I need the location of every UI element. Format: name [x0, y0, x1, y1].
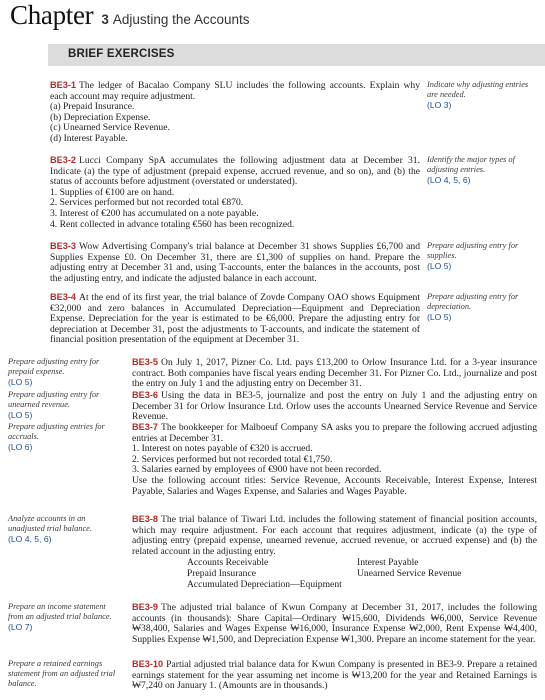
account-name: Prepaid Insurance	[187, 567, 256, 579]
chapter-number: 3	[101, 12, 109, 27]
exercise-text: At the end of its first year, the trial balance of Zovde Company OAO shows Equipment €32,000 and zero balances in Accumulated Depreciation—Equipment and Depreciation Expense. Depreciation for the year is estimated to be €6,000. Prepare the adjusting entry for depreciation at December 31, post the adjustments to T-accounts, and indicate the statement of financial position presentation of the equipment at December 31.	[50, 292, 420, 346]
margin-note-text: Prepare adjusting entries for accruals.	[8, 422, 105, 441]
margin-note-be3-6	[8, 390, 123, 421]
learning-objective: (LO 4, 5, 6)	[427, 175, 471, 185]
learning-objective: (LO 5)	[427, 312, 452, 322]
exercise-label: BE3-7	[132, 422, 159, 432]
exercise-label: BE3-10	[132, 659, 164, 669]
account-name: Accounts Receivable	[187, 557, 269, 569]
exercise-label: BE3-4	[50, 292, 77, 302]
exercise-text: The bookkeeper for Malboeuf Company SA asks you to prepare the following accrued adjusting entries at December 31.	[132, 422, 537, 444]
exercise-be3-3	[50, 241, 420, 284]
exercise-be3-1	[50, 80, 420, 145]
exercise-text: Partial adjusted trial balance data for Kwun Company is presented in BE3-9. Prepare a retained earnings statement for the year assuming net income is ₩13,200 for the year and Retained Earnings is ₩7,240 on January 1. (Amounts are in thousands.)	[132, 659, 537, 692]
exercise-label: BE3-5	[132, 357, 159, 367]
margin-note-text: Prepare adjusting entry for unearned revenue.	[8, 390, 100, 409]
margin-note-text: Prepare an income statement from an adjusted trial balance.	[8, 602, 112, 621]
learning-objective: (LO 5)	[427, 261, 452, 271]
exercise-text: The ledger of Bacalao Company SLU includes the following accounts. Explain why each account may require adjustment.	[50, 80, 420, 102]
margin-note-text: Prepare adjusting entry for supplies.	[427, 241, 519, 260]
exercise-text: On July 1, 2017, Pizner Co. Ltd. pays £13,200 to Orlow Insurance Ltd. for a 3-year insurance contract. Both companies have fiscal years ending December 31. For Pizner Co. Ltd., journalize and post the entry on July 1 and the adjusting entry on December 31.	[132, 357, 537, 390]
margin-note-text: Prepare adjusting entry for depreciation.	[427, 292, 519, 311]
account-name: Accumulated Depreciation—Equipment	[187, 578, 342, 590]
chapter-header	[10, 0, 249, 34]
learning-objective: (LO 6)	[8, 442, 33, 452]
list-item: 3. Interest of €200 has accumulated on a note payable.	[50, 207, 259, 219]
account-column-left	[132, 558, 342, 590]
exercise-text: Using the data in BE3-5, journalize and post the entry on July 1 and the adjusting entry on December 31 for Orlow Insurance Ltd. Orlow uses the accounts Unearned Service Revenue and Service Revenue.	[132, 390, 537, 423]
exercise-text: Lucci Company SpA accumulates the following adjustment data at December 31. Indicate (a) the type of adjustment (prepaid expense, accrued revenue, and so on), and (b) the status of accounts before adjustment (overstated or understated).	[50, 155, 420, 188]
exercise-label: BE3-6	[132, 390, 159, 400]
margin-note-be3-7	[8, 422, 123, 453]
account-list	[132, 558, 537, 590]
learning-objective: (LO 5)	[8, 410, 33, 420]
exercise-text: Use the following account titles: Service Revenue, Accounts Receivable, Interest Expense, Interest Payable, Salaries and Wages Expense, and Salaries and Wages Payable.	[132, 474, 537, 497]
margin-note-be3-2	[427, 155, 539, 186]
exercise-be3-9	[132, 602, 537, 645]
list-item: (d) Interest Payable.	[50, 132, 128, 144]
margin-note-be3-3	[427, 241, 539, 272]
learning-objective: (LO 7)	[8, 622, 33, 632]
learning-objective: (LO 3)	[427, 100, 452, 110]
list-item: 1. Interest on notes payable of €320 is accrued.	[132, 443, 313, 455]
list-item: 2. Services performed but not recorded total €1,750.	[132, 453, 333, 465]
exercise-be3-4	[50, 292, 420, 346]
exercise-text: The trial balance of Tiwari Ltd. includes the following statement of financial position accounts, which may require adjustment. For each account that requires adjustment, indicate (a) the type of adjusting entry (prepaid expense, unearned revenue, accrued revenue, or accrued expense) and (b) the related account in the adjusting entry.	[132, 514, 537, 557]
margin-note-be3-10	[8, 659, 123, 689]
chapter-word: Chapter	[10, 0, 94, 30]
margin-note-text: Prepare adjusting entry for prepaid expense.	[8, 357, 100, 376]
exercise-label: BE3-1	[50, 80, 77, 90]
exercise-text: Wow Advertising Company's trial balance at December 31 shows Supplies £6,700 and Supplies Expense £0. On December 31, there are £1,300 of supplies on hand. Prepare the adjusting entry at December 31 and, using T-accounts, enter the balances in the accounts, post the adjusting entry, and indicate the adjusted balance in each account.	[50, 241, 420, 284]
margin-note-be3-5	[8, 357, 123, 388]
account-name: Unearned Service Revenue	[357, 567, 462, 579]
exercise-be3-7	[132, 422, 537, 497]
chapter-title: Adjusting the Accounts	[112, 12, 250, 27]
margin-note-be3-1	[427, 80, 539, 111]
list-item: 3. Salaries earned by employees of €900 have not been recorded.	[132, 464, 382, 476]
list-item: (a) Prepaid Insurance.	[50, 101, 135, 113]
learning-objective: (LO 5)	[8, 377, 33, 387]
account-column-right	[342, 558, 461, 590]
margin-note-be3-8	[8, 514, 123, 545]
exercise-label: BE3-2	[50, 155, 77, 165]
margin-note-be3-4	[427, 292, 539, 323]
list-item: 2. Services performed but not recorded total €870.	[50, 197, 244, 209]
exercise-be3-6	[132, 390, 537, 423]
list-item: 4. Rent collected in advance totaling €560 has been recognized.	[50, 218, 295, 230]
list-item: (c) Unearned Service Revenue.	[50, 122, 170, 134]
exercise-text: The adjusted trial balance of Kwun Company at December 31, 2017, includes the following accounts (in thousands): Share Capital—Ordinary ₩15,600, Dividends ₩6,000, Service Revenue ₩38,400, Salaries and Wages Expense ₩16,000, Insurance Expense ₩2,000, Rent Expense ₩4,400, Supplies Expense ₩1,500, and Depreciation Expense ₩1,300. Prepare an income statement for the year.	[132, 602, 537, 645]
exercise-label: BE3-9	[132, 602, 159, 612]
margin-note-be3-9	[8, 602, 123, 633]
margin-note-text: Prepare a retained earnings statement from an adjusted trial balance.	[8, 659, 116, 688]
section-header	[48, 44, 545, 66]
exercise-be3-5	[132, 357, 537, 390]
margin-note-text: Analyze accounts in an unadjusted trial balance.	[8, 514, 92, 533]
exercise-be3-8	[132, 514, 537, 590]
exercise-label: BE3-8	[132, 514, 159, 524]
exercise-be3-2	[50, 155, 420, 230]
exercise-be3-10	[132, 659, 537, 692]
account-name: Interest Payable	[357, 557, 419, 569]
list-item: 1. Supplies of €100 are on hand.	[50, 186, 175, 198]
learning-objective: (LO 4, 5, 6)	[8, 534, 52, 544]
section-title: BRIEF EXERCISES	[68, 48, 175, 60]
exercise-label: BE3-3	[50, 241, 77, 251]
margin-note-text: Indicate why adjusting entries are needed.	[427, 80, 529, 99]
margin-note-text: Identify the major types of adjusting entries.	[427, 155, 515, 174]
list-item: (b) Depreciation Expense.	[50, 111, 151, 123]
